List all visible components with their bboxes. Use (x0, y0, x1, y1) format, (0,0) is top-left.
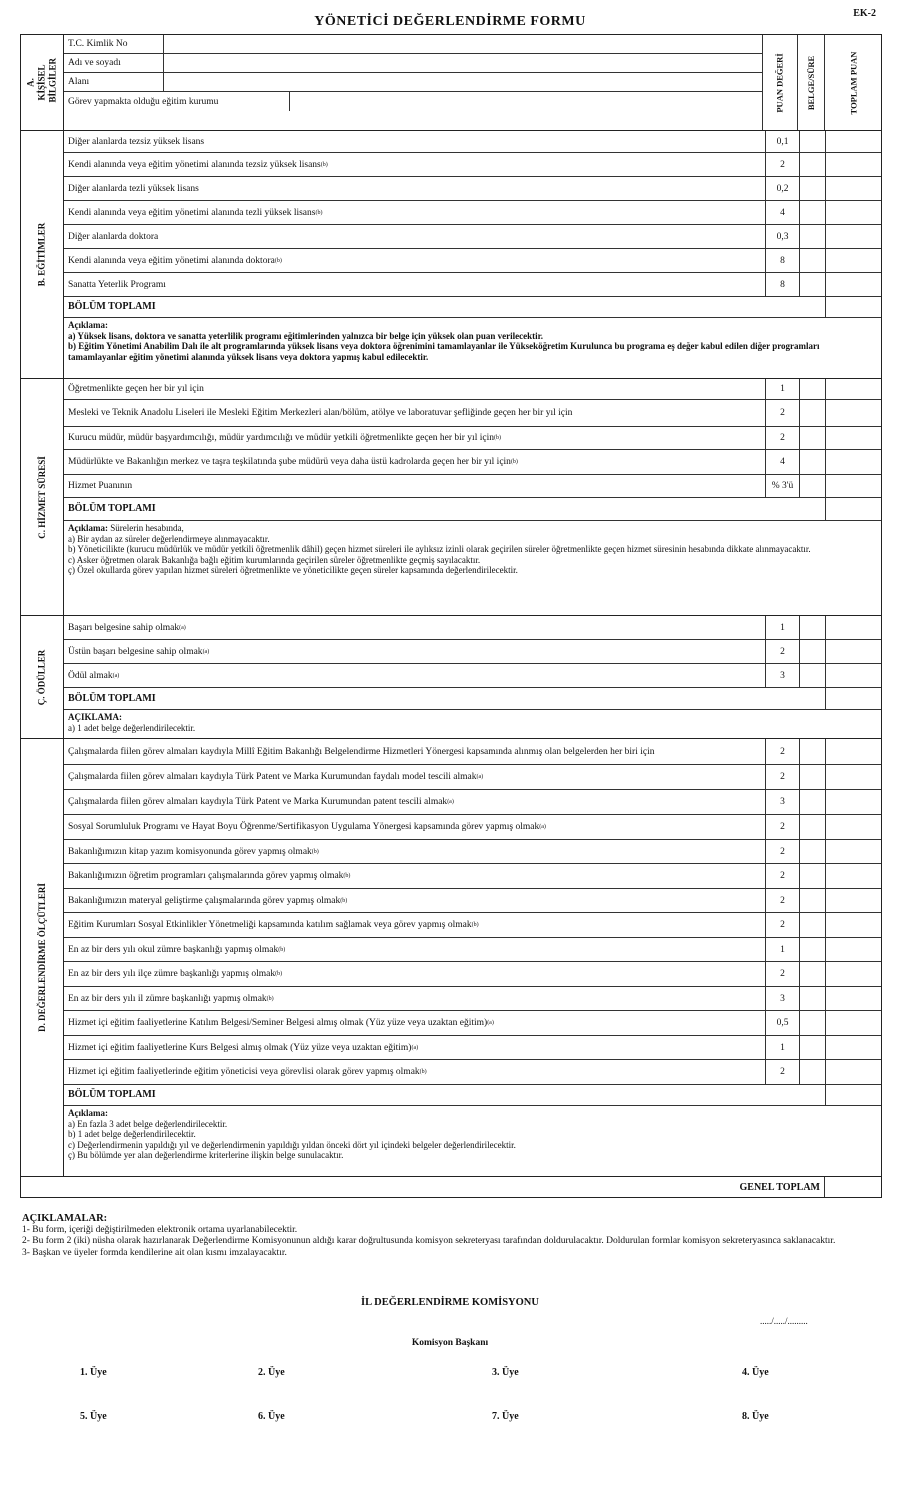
belge-sure-cell[interactable] (799, 815, 825, 839)
puan-degeri-cell: 2 (765, 640, 799, 663)
toplam-puan-cell[interactable] (825, 815, 881, 839)
belge-sure-cell[interactable] (799, 379, 825, 399)
hizmet-total-cell[interactable] (825, 498, 881, 520)
toplam-puan-cell[interactable] (825, 475, 881, 497)
olcutler-criterion-row (64, 1011, 881, 1036)
olcutler-criterion-row (64, 962, 881, 987)
criterion-text: Hizmet içi eğitim faaliyetlerinde eğitim yöneticisi veya görevlisi olarak görev yapmış olmak (b) (68, 1067, 427, 1077)
footnote-marker: (a) (447, 799, 454, 805)
uye-8: 8. Üye (742, 1411, 769, 1422)
belge-sure-cell[interactable] (799, 273, 825, 296)
criterion-text: Hizmet içi eğitim faaliyetlerine Katılım Belgesi/Seminer Belgesi almış olmak (Yüz yüze veya uzaktan eğitim) (a) (68, 1018, 494, 1028)
col-header-belge: BELGE/SÜRE (797, 35, 824, 130)
footnote-marker: (a) (476, 774, 484, 780)
egitim-explanation: Açıklama: a) Yüksek lisans, doktora ve sanatta yeterlilik programı eğitimlerinden yalnızca bir belge için yüksek olan puan verilecektir. b) Eğitim Yönetimi Anabilim Dalı ile alt programlarında yüksek lisans veya doktora öğrenimini tamamlayanlar ile Yükseköğretim Kurulunca bu programa eş değer kabul edilen diğer programları tamamlayanlar eğitim yönetimi alanında yüksek lisans veya doktora yapmış kabul edilecektir. (68, 320, 820, 362)
puan-degeri-cell: 2 (765, 739, 799, 764)
belge-sure-cell[interactable] (799, 475, 825, 497)
footnote-marker: (b) (419, 1069, 427, 1075)
komisyon-title: İL DEĞERLENDİRME KOMİSYONU (361, 1297, 539, 1308)
note-item: 3- Başkan ve üyeler formda kendilerine ait olan kısmı imzalayacaktır. (22, 1247, 287, 1258)
puan-degeri-cell: 0,1 (765, 131, 799, 152)
footnote-marker: (b) (311, 848, 319, 855)
footnote-marker: (b) (510, 459, 518, 465)
toplam-puan-cell[interactable] (825, 427, 881, 449)
puan-degeri-cell: 2 (765, 864, 799, 888)
section-label-hizmet: C. HİZMET SÜRESİ (21, 379, 64, 615)
uye-1: 1. Üye (80, 1367, 107, 1378)
belge-sure-cell[interactable] (799, 938, 825, 961)
puan-degeri-cell: 0,5 (765, 1011, 799, 1035)
section-label-oduller: Ç. ÖDÜLLER (21, 616, 64, 738)
egitim-criterion-row (64, 225, 881, 249)
olcutler-total-cell[interactable] (825, 1085, 881, 1105)
form-title: YÖNETİCİ DEĞERLENDİRME FORMU (314, 14, 586, 29)
criterion-text: Üstün başarı belgesine sahip olmak (a) (68, 646, 210, 657)
section-olcutler (21, 739, 881, 1177)
olcutler-criterion-row (64, 739, 881, 765)
toplam-puan-cell[interactable] (825, 400, 881, 426)
hizmet-criterion-row (64, 427, 881, 450)
col-header-toplam: TOPLAM PUAN (824, 35, 881, 130)
olcutler-criterion-row (64, 790, 881, 815)
puan-degeri-cell: 2 (765, 153, 799, 176)
egitim-criterion-row (64, 177, 881, 201)
toplam-puan-cell[interactable] (825, 640, 881, 663)
criterion-text: Öğretmenlikte geçen her bir yıl için (68, 384, 204, 394)
belge-sure-cell[interactable] (799, 616, 825, 639)
tc-kimlik-input[interactable] (164, 35, 762, 53)
toplam-puan-cell[interactable] (825, 177, 881, 200)
toplam-puan-cell[interactable] (825, 1036, 881, 1059)
field-alan: Alanı (64, 73, 762, 92)
puan-degeri-cell: 2 (765, 889, 799, 912)
puan-degeri-cell: 2 (765, 840, 799, 863)
section-hizmet (21, 379, 881, 616)
hizmet-criterion-row (64, 379, 881, 400)
puan-degeri-cell: 4 (765, 450, 799, 474)
belge-sure-cell[interactable] (799, 400, 825, 426)
section-personal (21, 35, 881, 131)
olcutler-criterion-row (64, 864, 881, 889)
belge-sure-cell[interactable] (799, 450, 825, 474)
belge-sure-cell[interactable] (799, 765, 825, 789)
toplam-puan-cell[interactable] (825, 225, 881, 248)
puan-degeri-cell: 2 (765, 913, 799, 937)
belge-sure-cell[interactable] (799, 962, 825, 986)
genel-toplam-label: GENEL TOPLAM (739, 1181, 820, 1193)
uye-3: 3. Üye (492, 1367, 519, 1378)
criterion-text: Çalışmalarda fiilen görev almaları kaydıyla Türk Patent ve Marka Kurumundan patent tescili almak (a) (68, 797, 454, 807)
genel-toplam-row (21, 1177, 881, 1197)
section-oduller (21, 616, 881, 739)
criterion-text: Bakanlığımızın kitap yazım komisyonunda görev yapmış olmak (b) (68, 846, 319, 857)
date-field[interactable]: ...../...../......... (760, 1316, 808, 1326)
egitim-criterion-row (64, 249, 881, 273)
toplam-puan-cell[interactable] (825, 201, 881, 224)
belge-sure-cell[interactable] (799, 840, 825, 863)
criterion-text: En az bir ders yılı il zümre başkanlığı yapmış olmak (b) (68, 993, 274, 1004)
egitim-criterion-row (64, 131, 881, 153)
puan-degeri-cell: 3 (765, 790, 799, 814)
puan-degeri-cell: 0,3 (765, 225, 799, 248)
puan-degeri-cell: 2 (765, 400, 799, 426)
criterion-text: Kendi alanında veya eğitim yönetimi alanında tezsiz yüksek lisans (b) (68, 159, 328, 170)
belge-sure-cell[interactable] (799, 225, 825, 248)
footnote-marker: (b) (471, 922, 479, 928)
field-tc-kimlik: T.C. Kimlik No (64, 35, 762, 54)
egitim-criterion-row (64, 153, 881, 177)
criterion-text: Hizmet Puanının (68, 481, 133, 491)
oduller-criterion-row (64, 640, 881, 664)
toplam-puan-cell[interactable] (825, 379, 881, 399)
belge-sure-cell[interactable] (799, 201, 825, 224)
komisyon-baskani: Komisyon Başkanı (411, 1338, 489, 1348)
puan-degeri-cell: 1 (765, 938, 799, 961)
uye-5: 5. Üye (80, 1411, 107, 1422)
section-label-egitim: B. EĞİTİMLER (21, 131, 64, 378)
belge-sure-cell[interactable] (799, 249, 825, 272)
toplam-puan-cell[interactable] (825, 889, 881, 912)
olcutler-criterion-row (64, 840, 881, 864)
note-item: 2- Bu form 2 (iki) nüsha olarak hazırlanarak Değerlendirme Komisyonunun aldığı karar doğrultusunda komisyon sekreteryası tarafından doldurulacaktır. Doldurulan formlar komisyon sekreteryasınca saklanacaktır. (22, 1236, 836, 1246)
footnote-marker: (a) (112, 672, 120, 679)
footnote-marker: (b) (343, 873, 351, 879)
egitim-total-cell[interactable] (825, 297, 881, 317)
toplam-puan-cell[interactable] (825, 987, 881, 1010)
footnote-marker: (b) (493, 435, 501, 441)
notes: AÇIKLAMALAR: 1- Bu form, içeriği değiştirilmeden elektronik ortama uyarlanabilecektir. 2- Bu form 2 (iki) nüsha olarak hazırlanarak Değerlendirme Komisyonunun aldığı karar doğrultusunda komisyon sekreteryası tarafından doldurulacaktır. Doldurulan formlar komisyon sekreteryasınca saklanacaktır. 3- Başkan ve üyeler formda kendilerine ait olan kısmı imzalayacaktır. (22, 1213, 882, 1259)
criterion-text: Bakanlığımızın öğretim programları çalışmalarında görev yapmış olmak (b) (68, 871, 351, 881)
criterion-text: Ödül almak (a) (68, 670, 120, 681)
section-egitim (21, 131, 881, 379)
footnote-marker: (a) (411, 1044, 419, 1051)
hizmet-criterion-row (64, 400, 881, 427)
section-label-olcutler: D. DEĞERLENDİRME ÖLÇÜTLERİ (21, 739, 64, 1176)
belge-sure-cell[interactable] (799, 153, 825, 176)
criterion-text: Bakanlığımızın materyal geliştirme çalışmalarında görev yapmış olmak (b) (68, 895, 348, 906)
field-ad-soyad: Adı ve soyadı (64, 54, 762, 73)
criterion-text: Çalışmalarda fiilen görev almaları kaydıyla Türk Patent ve Marka Kurumundan faydalı model tescili almak (a) (68, 772, 484, 782)
col-header-puan: PUAN DEĞERİ (762, 35, 797, 130)
note-item: 1- Bu form, içeriği değiştirilmeden elektronik ortama uyarlanabilecektir. (22, 1224, 298, 1235)
puan-degeri-cell: 1 (765, 1036, 799, 1059)
criterion-text: Mesleki ve Teknik Anadolu Liseleri ile Mesleki Eğitim Merkezleri alan/bölüm, atölye ve laboratuvar şefliğinde geçen her bir yıl için (68, 408, 573, 418)
puan-degeri-cell: 4 (765, 201, 799, 224)
olcutler-criterion-row (64, 765, 881, 790)
olcutler-total-row: BÖLÜM TOPLAMI (64, 1085, 881, 1106)
criterion-text: Eğitim Kurumları Sosyal Etkinlikler Yönetmeliği kapsamında katılım sağlamak veya görev yapmış olmak (b) (68, 920, 479, 930)
footnote-marker: (b) (315, 209, 323, 216)
puan-degeri-cell: 2 (765, 815, 799, 839)
puan-degeri-cell: 2 (765, 962, 799, 986)
toplam-puan-cell[interactable] (825, 664, 881, 687)
genel-toplam-cell[interactable] (824, 1177, 881, 1197)
footnote-marker: (b) (340, 897, 348, 904)
olcutler-criterion-row (64, 913, 881, 938)
evaluation-form (20, 34, 882, 1198)
belge-sure-cell[interactable] (799, 790, 825, 814)
egitim-criterion-row (64, 201, 881, 225)
puan-degeri-cell: 8 (765, 249, 799, 272)
belge-sure-cell[interactable] (799, 640, 825, 663)
form-code: EK-2 (853, 8, 876, 19)
toplam-puan-cell[interactable] (825, 1060, 881, 1084)
puan-degeri-cell: 8 (765, 273, 799, 296)
toplam-puan-cell[interactable] (825, 938, 881, 961)
belge-sure-cell[interactable] (799, 664, 825, 687)
olcutler-criterion-row (64, 1036, 881, 1060)
belge-sure-cell[interactable] (799, 987, 825, 1010)
belge-sure-cell[interactable] (799, 131, 825, 152)
toplam-puan-cell[interactable] (825, 273, 881, 296)
belge-sure-cell[interactable] (799, 739, 825, 764)
toplam-puan-cell[interactable] (825, 249, 881, 272)
hizmet-total-row: BÖLÜM TOPLAMI (64, 498, 881, 521)
uye-6: 6. Üye (258, 1411, 285, 1422)
puan-degeri-cell: % 3'ü (765, 475, 799, 497)
oduller-criterion-row (64, 664, 881, 688)
toplam-puan-cell[interactable] (825, 962, 881, 986)
criterion-text: Çalışmalarda fiilen görev almaları kaydıyla Millî Eğitim Bakanlığı Belgelendirme Hizmetleri Yönergesi kapsamında alınmış olan belgelerden her biri için (68, 746, 655, 757)
puan-degeri-cell: 0,2 (765, 177, 799, 200)
criterion-text: Sosyal Sorumluluk Programı ve Hayat Boyu Öğrenme/Sertifikasyon Uygulama Yönergesi kapsamında görev yapmış olmak (a) (68, 822, 546, 832)
footnote-marker: (a) (487, 1020, 494, 1026)
puan-degeri-cell: 3 (765, 987, 799, 1010)
toplam-puan-cell[interactable] (825, 739, 881, 764)
toplam-puan-cell[interactable] (825, 1011, 881, 1035)
toplam-puan-cell[interactable] (825, 765, 881, 789)
olcutler-explanation: Açıklama: a) En fazla 3 adet belge değerlendirilecektir. b) 1 adet belge değerlendirilecektir. c) Değerlendirmenin yapıldığı yıl ve değerlendirmenin yapıldığı yıldan önceki dört yıl içindeki belgeler değerlendirilecektir. ç) Bu bölümde yer alan değerlendirme kriterlerine ilişkin belge sunulacaktır. (68, 1108, 516, 1161)
criterion-text: Müdürlükte ve Bakanlığın merkez ve taşra teşkilatında şube müdürü veya daha üstü kadrolarda geçen her bir yıl için (b) (68, 457, 518, 467)
footnote-marker: (a) (539, 824, 546, 830)
belge-sure-cell[interactable] (799, 427, 825, 449)
belge-sure-cell[interactable] (799, 889, 825, 912)
oduller-criterion-row (64, 616, 881, 640)
toplam-puan-cell[interactable] (825, 913, 881, 937)
criterion-text: Hizmet içi eğitim faaliyetlerine Kurs Belgesi almış olmak (Yüz yüze veya uzaktan eğitim) (a) (68, 1042, 419, 1053)
olcutler-criterion-row (64, 889, 881, 913)
olcutler-criterion-row (64, 1060, 881, 1085)
criterion-text: Diğer alanlarda tezsiz yüksek lisans (68, 136, 205, 147)
puan-degeri-cell: 2 (765, 765, 799, 789)
section-label-personal: A. KİŞİSEL BİLGİLER (21, 35, 64, 130)
toplam-puan-cell[interactable] (825, 450, 881, 474)
criterion-text: Kendi alanında veya eğitim yönetimi alanında doktora (b) (68, 255, 282, 266)
belge-sure-cell[interactable] (799, 1060, 825, 1084)
alan-input[interactable] (164, 73, 762, 91)
toplam-puan-cell[interactable] (825, 840, 881, 863)
footnote-marker: (a) (179, 624, 186, 631)
footnote-marker: (b) (320, 161, 328, 168)
criterion-text: Diğer alanlarda tezli yüksek lisans (68, 183, 199, 194)
hizmet-criterion-row (64, 475, 881, 498)
footnote-marker: (a) (202, 648, 210, 655)
belge-sure-cell[interactable] (799, 1011, 825, 1035)
criterion-text: En az bir ders yılı ilçe zümre başkanlığı yapmış olmak (b) (68, 969, 283, 979)
criterion-text: Diğer alanlarda doktora (68, 231, 159, 242)
uye-7: 7. Üye (492, 1411, 519, 1422)
olcutler-criterion-row (64, 987, 881, 1011)
olcutler-criterion-row (64, 815, 881, 840)
criterion-text: Kurucu müdür, müdür başyardımcılığı, müdür yardımcılığı ve müdür yetkili öğretmenlikte geçen her bir yıl için (b) (68, 433, 501, 443)
criterion-text: Sanatta Yeterlik Programı (68, 279, 166, 290)
toplam-puan-cell[interactable] (825, 131, 881, 152)
toplam-puan-cell[interactable] (825, 153, 881, 176)
uye-2: 2. Üye (258, 1367, 285, 1378)
oduller-total-cell[interactable] (825, 688, 881, 709)
puan-degeri-cell: 2 (765, 1060, 799, 1084)
puan-degeri-cell: 1 (765, 379, 799, 399)
hizmet-criterion-row (64, 450, 881, 475)
footnote-marker: (b) (275, 971, 283, 977)
hizmet-explanation: Açıklama: Sürelerin hesabında, a) Bir aydan az süreler değerlendirmeye alınmayacaktır. b) Yöneticilikte (kurucu müdürlük ve müdür yetkili öğretmenlik dâhil) geçen hizmet süreleri ile aylıksız izinli olarak geçirilen süreler öğretmenlikte geçen hizmet süresinin hesabında dikkate alınmayacaktır. c) Asker öğretmen olarak Bakanlığa bağlı eğitim kurumlarında geçirilen süreler öğretmenlikte geçmiş sayılacaktır. ç) Özel okullarda görev yapılan hizmet süreleri öğretmenlikte ve yöneticilikte geçen süreler kapsamında değerlendirilecektir. (68, 523, 811, 576)
criterion-text: En az bir ders yılı okul zümre başkanlığı yapmış olmak (b) (68, 944, 286, 955)
ad-soyad-input[interactable] (164, 54, 762, 72)
oduller-total-row: BÖLÜM TOPLAMI (64, 688, 881, 710)
kurum-input[interactable] (290, 92, 762, 111)
egitim-total-row: BÖLÜM TOPLAMI (64, 297, 881, 318)
belge-sure-cell[interactable] (799, 913, 825, 937)
field-kurum: Görev yapmakta olduğu eğitim kurumu (64, 92, 762, 111)
puan-degeri-cell: 1 (765, 616, 799, 639)
footnote-marker: (b) (278, 946, 286, 953)
toplam-puan-cell[interactable] (825, 864, 881, 888)
footnote-marker: (b) (266, 995, 274, 1002)
footnote-marker: (b) (274, 257, 282, 264)
uye-4: 4. Üye (742, 1367, 769, 1378)
toplam-puan-cell[interactable] (825, 790, 881, 814)
toplam-puan-cell[interactable] (825, 616, 881, 639)
oduller-explanation: AÇIKLAMA: a) 1 adet belge değerlendirilecektir. (68, 712, 196, 733)
criterion-text: Başarı belgesine sahip olmak (a) (68, 622, 186, 633)
puan-degeri-cell: 2 (765, 427, 799, 449)
belge-sure-cell[interactable] (799, 1036, 825, 1059)
puan-degeri-cell: 3 (765, 664, 799, 687)
belge-sure-cell[interactable] (799, 177, 825, 200)
criterion-text: Kendi alanında veya eğitim yönetimi alanında tezli yüksek lisans (b) (68, 207, 323, 218)
belge-sure-cell[interactable] (799, 864, 825, 888)
egitim-criterion-row (64, 273, 881, 297)
olcutler-criterion-row (64, 938, 881, 962)
